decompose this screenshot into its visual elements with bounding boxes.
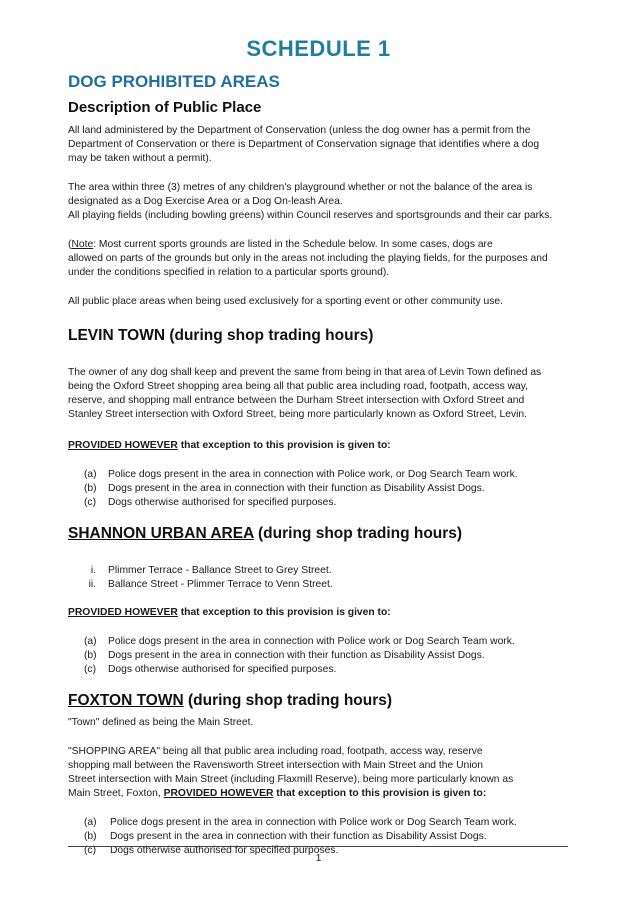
list-label: (c) bbox=[84, 497, 97, 508]
shopping-last-line: Main Street, Foxton, bbox=[68, 788, 164, 799]
provided-however-label: PROVIDED HOWEVER bbox=[163, 788, 274, 799]
list-text: Dogs present in the area in connection with their function as Disability Assist Dogs. bbox=[110, 831, 487, 842]
note-label: Note bbox=[71, 239, 94, 250]
levin-exception-c bbox=[84, 496, 336, 510]
schedule-title: SCHEDULE 1 bbox=[246, 36, 391, 61]
intro-paragraph-doc-land bbox=[68, 124, 576, 166]
list-label: (b) bbox=[84, 483, 97, 494]
section-heading-shannon bbox=[68, 525, 462, 543]
list-text: Dogs present in the area in connection with their function as Disability Assist Dogs. bbox=[108, 483, 485, 494]
foxton-exception-a bbox=[84, 816, 517, 830]
list-label: (c) bbox=[84, 664, 97, 675]
text-line: being the Oxford Street shopping area being all that public area including road, footpath, access way, bbox=[68, 381, 529, 392]
section-heading-dog-prohibited-areas: DOG PROHIBITED AREAS bbox=[68, 72, 280, 91]
list-text: Plimmer Terrace - Ballance Street to Grey Street. bbox=[108, 565, 332, 576]
list-label: (a) bbox=[84, 636, 97, 647]
text-line: All playing fields (including bowling greens) within Council reserves and sportsgrounds and their car parks. bbox=[68, 210, 553, 221]
text-line: designated as a Dog Exercise Area or a Dog On-leash Area. bbox=[68, 196, 343, 207]
subheading-description: Description of Public Place bbox=[68, 99, 262, 116]
text-line: allowed on parts of the grounds but only in the areas not including the playing fields, for the purposes and bbox=[68, 253, 548, 264]
footer-divider bbox=[68, 846, 568, 847]
shannon-exception-a bbox=[84, 635, 515, 649]
intro-paragraph-sporting-event bbox=[68, 295, 576, 309]
list-label: (a) bbox=[84, 817, 97, 828]
intro-paragraph-playground bbox=[68, 181, 576, 223]
text-line: Street intersection with Main Street (including Flaxmill Reserve), being more particularly known as bbox=[68, 774, 514, 785]
list-label: i. bbox=[90, 565, 96, 576]
text-line: reserve, and shopping mall entrance between the Durham Street intersection with Oxford Street and bbox=[68, 395, 525, 406]
provided-however-label: PROVIDED HOWEVER bbox=[68, 607, 178, 618]
text-line: All public place areas when being used exclusively for a sporting event or other community use. bbox=[68, 296, 503, 307]
text-line bbox=[68, 238, 576, 252]
shannon-exception-b bbox=[84, 649, 485, 663]
text-line: shopping mall between the Ravensworth Street intersection with Main Street and the Union bbox=[68, 760, 483, 771]
list-text: Dogs otherwise authorised for specified purposes. bbox=[108, 664, 337, 675]
provided-however-text: that exception to this provision is given to: bbox=[273, 788, 487, 799]
list-text: Dogs otherwise authorised for specified purposes. bbox=[108, 497, 337, 508]
list-label: (a) bbox=[84, 469, 97, 480]
text-line: All land administered by the Department of Conservation (unless the dog owner has a permit from the bbox=[68, 125, 531, 136]
levin-body bbox=[68, 366, 576, 422]
foxton-town-definition bbox=[68, 716, 576, 730]
note-open-paren: ( bbox=[68, 239, 72, 250]
list-label: (b) bbox=[84, 831, 97, 842]
list-text: Dogs present in the area in connection with their function as Disability Assist Dogs. bbox=[108, 650, 485, 661]
section-heading-foxton bbox=[68, 692, 392, 710]
provided-however-text: that exception to this provision is given to: bbox=[177, 440, 391, 451]
list-text: Police dogs present in the area in connection with Police work or Dog Search Team work. bbox=[108, 636, 515, 647]
heading-underlined: FOXTON TOWN bbox=[68, 692, 184, 709]
shannon-street-ii bbox=[84, 578, 333, 592]
foxton-shopping-area bbox=[68, 745, 576, 801]
levin-exception-a bbox=[84, 468, 518, 482]
list-text: Ballance Street - Plimmer Terrace to Venn Street. bbox=[108, 579, 333, 590]
provided-however-label: PROVIDED HOWEVER bbox=[68, 440, 178, 451]
text-line: "Town" defined as being the Main Street. bbox=[68, 717, 254, 728]
provided-however-text: that exception to this provision is given to: bbox=[177, 607, 391, 618]
text-line: The area within three (3) metres of any children's playground whether or not the balance of the area is bbox=[68, 182, 533, 193]
heading-underlined: SHANNON URBAN AREA bbox=[68, 525, 254, 542]
text-line: The owner of any dog shall keep and prevent the same from being in that area of Levin Town defined as bbox=[68, 367, 542, 378]
foxton-exception-b bbox=[84, 830, 487, 844]
text-line: Stanley Street intersection with Oxford Street, being more particularly known as Oxford Street, Levin. bbox=[68, 409, 527, 420]
levin-provided-however bbox=[68, 439, 576, 453]
shannon-street-i bbox=[84, 564, 332, 578]
list-text: Police dogs present in the area in connection with Police work or Dog Search Team work. bbox=[110, 817, 517, 828]
heading-rest: (during shop trading hours) bbox=[183, 692, 393, 709]
list-label: ii. bbox=[88, 579, 96, 590]
heading-rest: (during shop trading hours) bbox=[253, 525, 463, 542]
text-line: may be taken without a permit). bbox=[68, 153, 212, 164]
shannon-provided-however bbox=[68, 606, 576, 620]
list-label: (b) bbox=[84, 650, 97, 661]
list-text: Dogs otherwise authorised for specified purposes. bbox=[110, 845, 339, 856]
list-text: Police dogs present in the area in connection with Police work, or Dog Search Team work. bbox=[108, 469, 518, 480]
text-line: Department of Conservation or there is Department of Conservation signage that identifies where a dog bbox=[68, 139, 540, 150]
levin-exception-b bbox=[84, 482, 485, 496]
text-line bbox=[68, 787, 576, 801]
list-label: (c) bbox=[84, 845, 97, 856]
intro-paragraph-note bbox=[68, 238, 576, 280]
note-text: : Most current sports grounds are listed in the Schedule below. In some cases, dogs are bbox=[93, 239, 493, 250]
text-line: "SHOPPING AREA" being all that public area including road, footpath, access way, reserve bbox=[68, 746, 483, 757]
text-line: under the conditions specified in relation to a particular sports ground). bbox=[68, 267, 390, 278]
page-number: 1 bbox=[315, 853, 322, 864]
shannon-exception-c bbox=[84, 663, 336, 677]
section-heading-levin: LEVIN TOWN (during shop trading hours) bbox=[68, 327, 374, 344]
